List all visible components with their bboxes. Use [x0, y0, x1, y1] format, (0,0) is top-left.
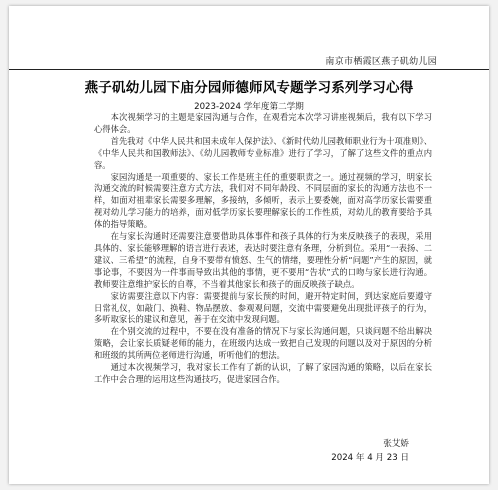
header-organization: 南京市栖霞区燕子矶幼儿园 — [325, 57, 437, 67]
paragraph-7: 通过本次视频学习，我对家长工作有了新的认识，了解了家园沟通的策略，以后在家长工作中会合理的运用这些沟通技巧，促进家园合作。 — [94, 362, 432, 384]
document-page — [9, 6, 489, 484]
document-body — [94, 112, 432, 386]
paragraph-1: 本次视频学习的主题是家园沟通与合作，在观看完本次学习讲座视频后，我有以下学习心得体会。 — [94, 112, 432, 134]
document-subtitle: 2023-2024 学年度第二学期 — [194, 102, 304, 112]
paragraph-5: 家访需要注意以下内容：需要提前与家长预约时间，避开特定时间，到达家庭后要遵守日常礼仪，如敲门、换鞋、物品摆放、参观观问题，交流中需要避免出现批评孩子的行为，多听取家长的建议和意见，善于在交流中发现问题。 — [94, 290, 432, 325]
author-signature: 张艾娇 — [383, 439, 409, 449]
paragraph-3: 家园沟通是一项重要的、家长工作是班主任的重要职责之一。通过视频的学习，明家长沟通交流的时候需要注意方式方法，我们对不同年龄段、不同层面的家长的沟通方法也不一样，如面对祖辈家长需要多理解，多接纳，多倾听，表示上要委婉，面对高学历家长需要重视对幼儿学习能力的培养，面对低学历家长要理解家长的工作性质，对幼儿的教育要给予具体的指导策略。 — [94, 171, 432, 230]
page-header — [9, 54, 489, 70]
paragraph-2: 首先我对《中华人民共和国未成年人保护法》、《新时代幼儿园教师职业行为十项准则》、《中华人民共和国教师法》、《幼儿园教师专业标准》进行了学习，了解了这些文件的重点内容。 — [94, 135, 432, 170]
document-date: 2024 年 4 月 23 日 — [331, 453, 409, 463]
document-title: 燕子矶幼儿园下庙分园师德师风专题学习系列学习心得 — [84, 80, 414, 96]
paragraph-6: 在个别交流的过程中，不要在没有准备的情况下与家长沟通问题，只谈问题不给出解决策略，会让家长质疑老师的能力，在班级内达成一致把自己发现的问题以及对于原因的分析和班级的其所两位老师进行沟通，听听他们的想法。 — [94, 326, 432, 361]
paragraph-4: 在与家长沟通时还需要注意要借助具体事件和孩子具体的行为来反映孩子的表现，采用具体的、家长能够理解的语言进行表述，表达时要注意有条理，分析到位。采用“一表扬、二建议、三希望”的流程，自身不要带有愤怒、生气的情绪，要理性分析“问题”产生的原因，就事论事，不要因为一件事而导致出其他的事情，更不要用“告状”式的口吻与家长进行沟通。教师要注意维护家长的自尊，不当着其他家长和孩子的面反映孩子缺点。 — [94, 231, 432, 289]
